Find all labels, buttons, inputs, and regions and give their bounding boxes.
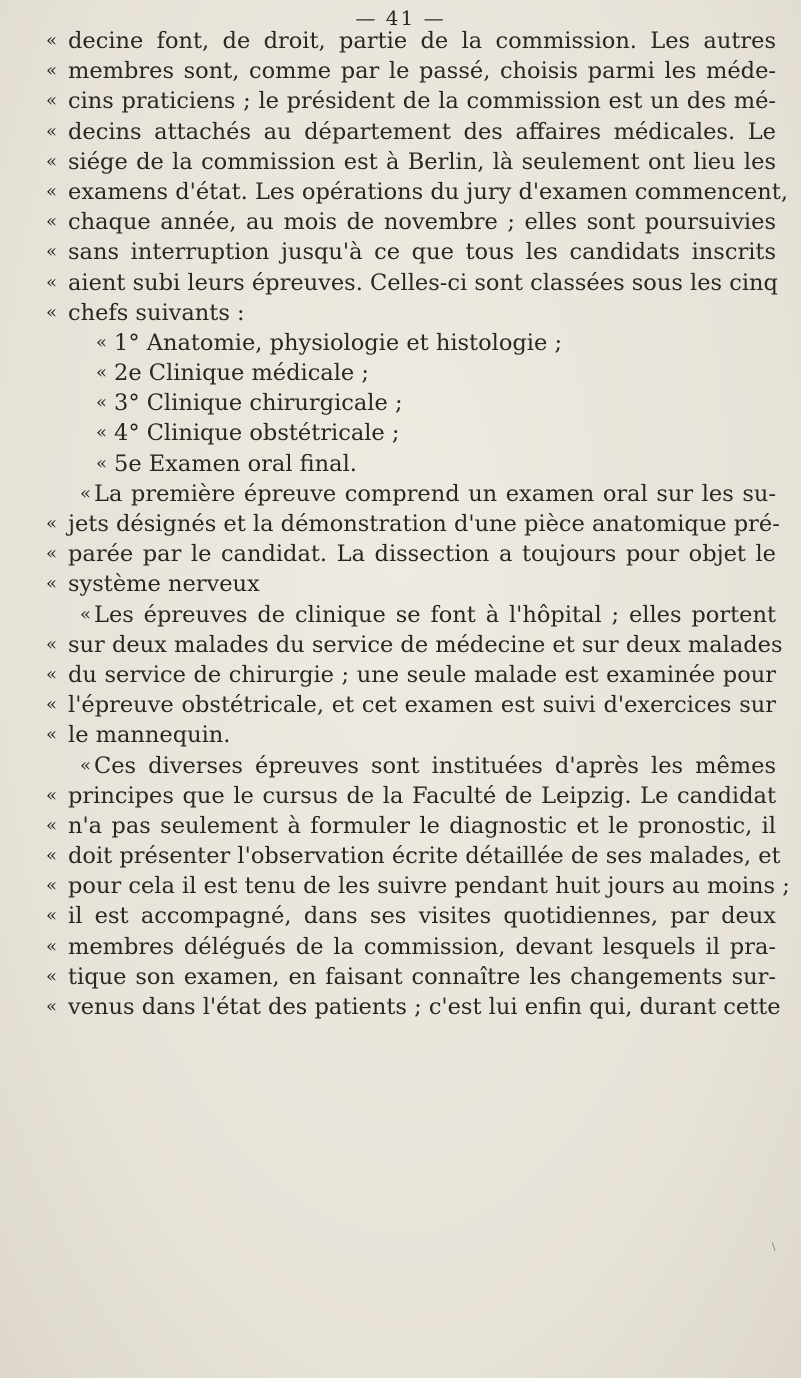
text-line: [46, 26, 776, 56]
quote-mark: «: [80, 754, 92, 776]
quote-mark: «: [46, 996, 58, 1017]
line-text: principes que le cursus de la Faculté de Leipzig. Le candidat: [68, 782, 776, 809]
text-line: [46, 509, 780, 539]
line-text: aient subi leurs épreuves. Celles-ci sont classées sous les cinq: [68, 269, 778, 296]
text-line: [46, 117, 776, 147]
quote-mark: «: [46, 150, 58, 172]
quote-mark: «: [46, 724, 58, 746]
quote-mark: «: [80, 482, 92, 504]
quote-mark: «: [96, 362, 108, 384]
quote-mark: «: [46, 784, 58, 806]
line-text: siége de la commission est à Berlin, là seulement ont lieu les: [68, 148, 776, 175]
line-text: decine font, de droit, partie de la commission. Les autres: [68, 28, 776, 54]
quote-mark: «: [96, 452, 108, 474]
text-line: [46, 720, 776, 750]
quote-mark: «: [46, 90, 58, 112]
text-line: [46, 56, 776, 86]
line-text: 5e Examen oral final.: [114, 450, 357, 477]
text-line: [46, 811, 776, 841]
line-text: parée par le candidat. La dissection a toujours pour objet le: [68, 541, 776, 568]
quote-mark: «: [46, 211, 58, 233]
list-item: [46, 358, 776, 388]
line-text: il est accompagné, dans ses visites quotidiennes, par deux: [68, 903, 776, 930]
line-text: système nerveux: [68, 571, 260, 598]
text-line: [46, 539, 776, 569]
text-line: [46, 871, 790, 901]
text-line: [46, 630, 783, 660]
quote-mark: «: [46, 301, 58, 323]
quote-mark: «: [46, 965, 58, 987]
line-text: du service de chirurgie ; une seule malade est examinée pour: [68, 661, 776, 688]
line-text: 4° Clinique obstétricale ;: [114, 420, 400, 447]
text-line: [46, 177, 788, 207]
quote-mark: «: [46, 694, 58, 716]
quote-mark: «: [46, 60, 58, 82]
line-text: examens d'état. Les opérations du jury d'examen commencent,: [68, 178, 788, 205]
quote-mark: «: [46, 573, 58, 595]
text-line: [46, 600, 776, 630]
quote-mark: «: [46, 513, 58, 534]
line-text: sur deux malades du service de médecine et sur deux malades: [68, 631, 783, 658]
line-text: Les épreuves de clinique se font à l'hôpital ; elles portent: [94, 601, 776, 628]
quote-mark: «: [46, 543, 58, 565]
quote-mark: «: [46, 633, 58, 655]
line-text: 3° Clinique chirurgicale ;: [114, 390, 403, 417]
text-line: [46, 962, 776, 992]
quote-mark: «: [46, 180, 58, 202]
quote-mark: «: [46, 241, 58, 263]
line-text: tique son examen, en faisant connaître les changements sur-: [68, 963, 776, 990]
text-line: [46, 207, 776, 237]
text-line: [46, 932, 776, 962]
list-item: [46, 388, 776, 418]
text-line: [46, 86, 776, 116]
text-line: [46, 237, 776, 267]
text-line: [46, 781, 776, 811]
quote-mark: «: [46, 30, 58, 51]
quote-mark: «: [46, 663, 58, 685]
quote-mark: «: [96, 331, 108, 353]
line-text: Ces diverses épreuves sont instituées d'après les mêmes: [94, 752, 776, 779]
text-line: [46, 992, 781, 1022]
line-text: n'a pas seulement à formuler le diagnostic et le pronostic, il: [68, 812, 776, 839]
text-line: [46, 569, 776, 599]
text-line: [46, 147, 776, 177]
line-text: decins attachés au département des affaires médicales. Le: [68, 118, 776, 145]
line-text: chefs suivants :: [68, 299, 245, 326]
text-line: [46, 841, 781, 871]
quote-mark: «: [96, 392, 108, 414]
text-line: [46, 660, 776, 690]
line-text: 2e Clinique médicale ;: [114, 360, 369, 387]
quote-mark: «: [46, 814, 58, 836]
list-item: [46, 449, 776, 479]
quote-mark: «: [46, 120, 58, 142]
quote-mark: «: [46, 845, 58, 867]
line-text: venus dans l'état des patients ; c'est lui enfin qui, durant cette: [68, 994, 781, 1020]
page-number: — 41 —: [355, 6, 446, 30]
line-text: chaque année, au mois de novembre ; elles sont poursuivies: [68, 209, 776, 236]
body-text: [46, 26, 790, 1022]
quote-mark: «: [46, 271, 58, 293]
line-text: jets désignés et la démonstration d'une pièce anatomique pré-: [68, 511, 780, 537]
text-line: [46, 479, 776, 509]
quote-mark: «: [46, 905, 58, 927]
quote-mark: «: [96, 422, 108, 444]
list-item: [46, 328, 776, 358]
text-line: [46, 690, 776, 720]
line-text: cins praticiens ; le président de la commission est un des mé-: [68, 88, 776, 115]
line-text: 1° Anatomie, physiologie et histologie ;: [114, 329, 563, 356]
list-item: [46, 418, 776, 448]
quote-mark: «: [46, 935, 58, 957]
printer-mark: \: [772, 1242, 776, 1253]
text-line: [46, 298, 776, 328]
line-text: l'épreuve obstétricale, et cet examen est suivi d'exercices sur: [68, 692, 776, 719]
line-text: sans interruption jusqu'à ce que tous les candidats inscrits: [68, 239, 776, 266]
text-line: [46, 901, 776, 931]
line-text: membres sont, comme par le passé, choisis parmi les méde-: [68, 58, 776, 85]
line-text: La première épreuve comprend un examen oral sur les su-: [94, 480, 776, 507]
line-text: membres délégués de la commission, devant lesquels il pra-: [68, 933, 776, 960]
text-line: [46, 268, 776, 298]
line-text: doit présenter l'observation écrite détaillée de ses malades, et: [68, 843, 781, 870]
quote-mark: «: [46, 875, 58, 897]
line-text: pour cela il est tenu de les suivre pendant huit jours au moins ;: [68, 873, 790, 900]
line-text: le mannequin.: [68, 722, 231, 749]
text-line: [46, 751, 776, 781]
quote-mark: «: [80, 603, 92, 625]
